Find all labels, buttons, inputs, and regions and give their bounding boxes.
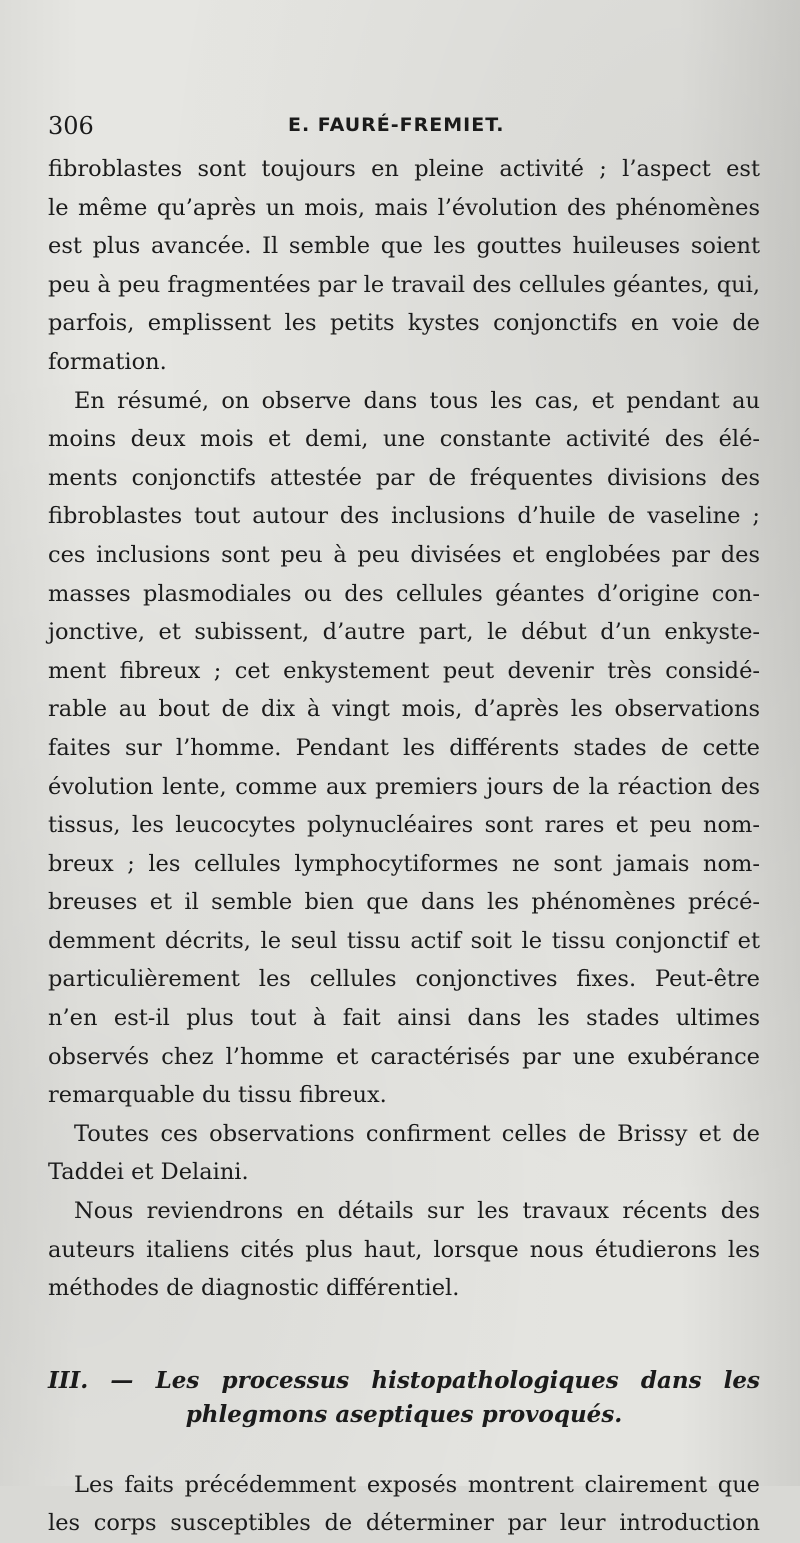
text-line: Taddei et Delaini. [48,1159,249,1186]
text-line: n’en est-il plus tout à fait ainsi dans les stades ultimes [48,1005,760,1032]
text-line: Les faits précédemment exposés montrent clairement que [74,1471,760,1498]
text-line: ment fibreux ; cet enkystement peut devenir très considé- [48,657,760,684]
text-line: fibroblastes sont toujours en pleine activité ; l’aspect est [48,156,760,182]
text-line: le même qu’après un mois, mais l’évolution des phénomènes [48,194,760,221]
text-line: peu à peu fragmentées par le travail des cellules géantes, qui, [48,271,760,298]
text-line: Nous reviendrons en détails sur les travaux récents des [74,1198,760,1225]
page-header [48,112,750,146]
text-line: demment décrits, le seul tissu actif soit le tissu conjonctif et [48,927,760,954]
text-line: breuses et il semble bien que dans les phénomènes précé- [48,889,760,916]
text-line: remarquable du tissu fibreux. [48,1082,387,1109]
text-line: fibroblastes tout autour des inclusions d’huile de vaseline ; [48,503,760,530]
text-line: jonctive, et subissent, d’autre part, le début d’un enkyste- [48,619,760,646]
section-heading-line1: III. — Les processus histopathologiques dans les [48,1366,760,1394]
text-line: méthodes de diagnostic différentiel. [48,1275,460,1302]
text-line: particulièrement les cellules conjonctives fixes. Peut-être [48,966,760,993]
text-line: est plus avancée. Il semble que les gouttes huileuses soient [48,233,760,260]
section-heading-line2: phlegmons aseptiques provoqués. [185,1400,623,1428]
page-number: 306 [48,112,94,140]
text-line: les corps susceptibles de déterminer par leur introduction [48,1510,760,1537]
text-line: masses plasmodiales ou des cellules géantes d’origine con- [48,580,760,607]
text-line: ces inclusions sont peu à peu divisées et englobées par des [48,541,760,568]
text-line: parfois, emplissent les petits kystes conjonctifs en voie de [48,310,760,337]
text-line: formation. [48,348,167,375]
section-spacer [48,1432,760,1466]
text-line: observés chez l’homme et caractérisés par une exubérance [48,1043,760,1070]
running-head: E. FAURÉ-FREMIET. [288,114,505,136]
text-line: rable au bout de dix à vingt mois, d’après les observations [48,696,760,723]
text-line: moins deux mois et demi, une constante activité des élé- [48,426,760,453]
text-line: Toutes ces observations confirment celles de Brissy et de [74,1120,760,1147]
body-text [48,150,760,1543]
section-spacer [48,1308,760,1364]
text-line: auteurs italiens cités plus haut, lorsque nous étudierons les [48,1236,760,1263]
text-line: breux ; les cellules lymphocytiformes ne sont jamais nom- [48,850,760,877]
text-line: faites sur l’homme. Pendant les différents stades de cette [48,734,760,761]
text-line: évolution lente, comme aux premiers jours de la réaction des [48,773,760,800]
text-line: tissus, les leucocytes polynucléaires sont rares et peu nom- [48,812,760,839]
text-line: En résumé, on observe dans tous les cas, et pendant au [74,387,760,414]
text-line: ments conjonctifs attestée par de fréquentes divisions des [48,464,760,491]
